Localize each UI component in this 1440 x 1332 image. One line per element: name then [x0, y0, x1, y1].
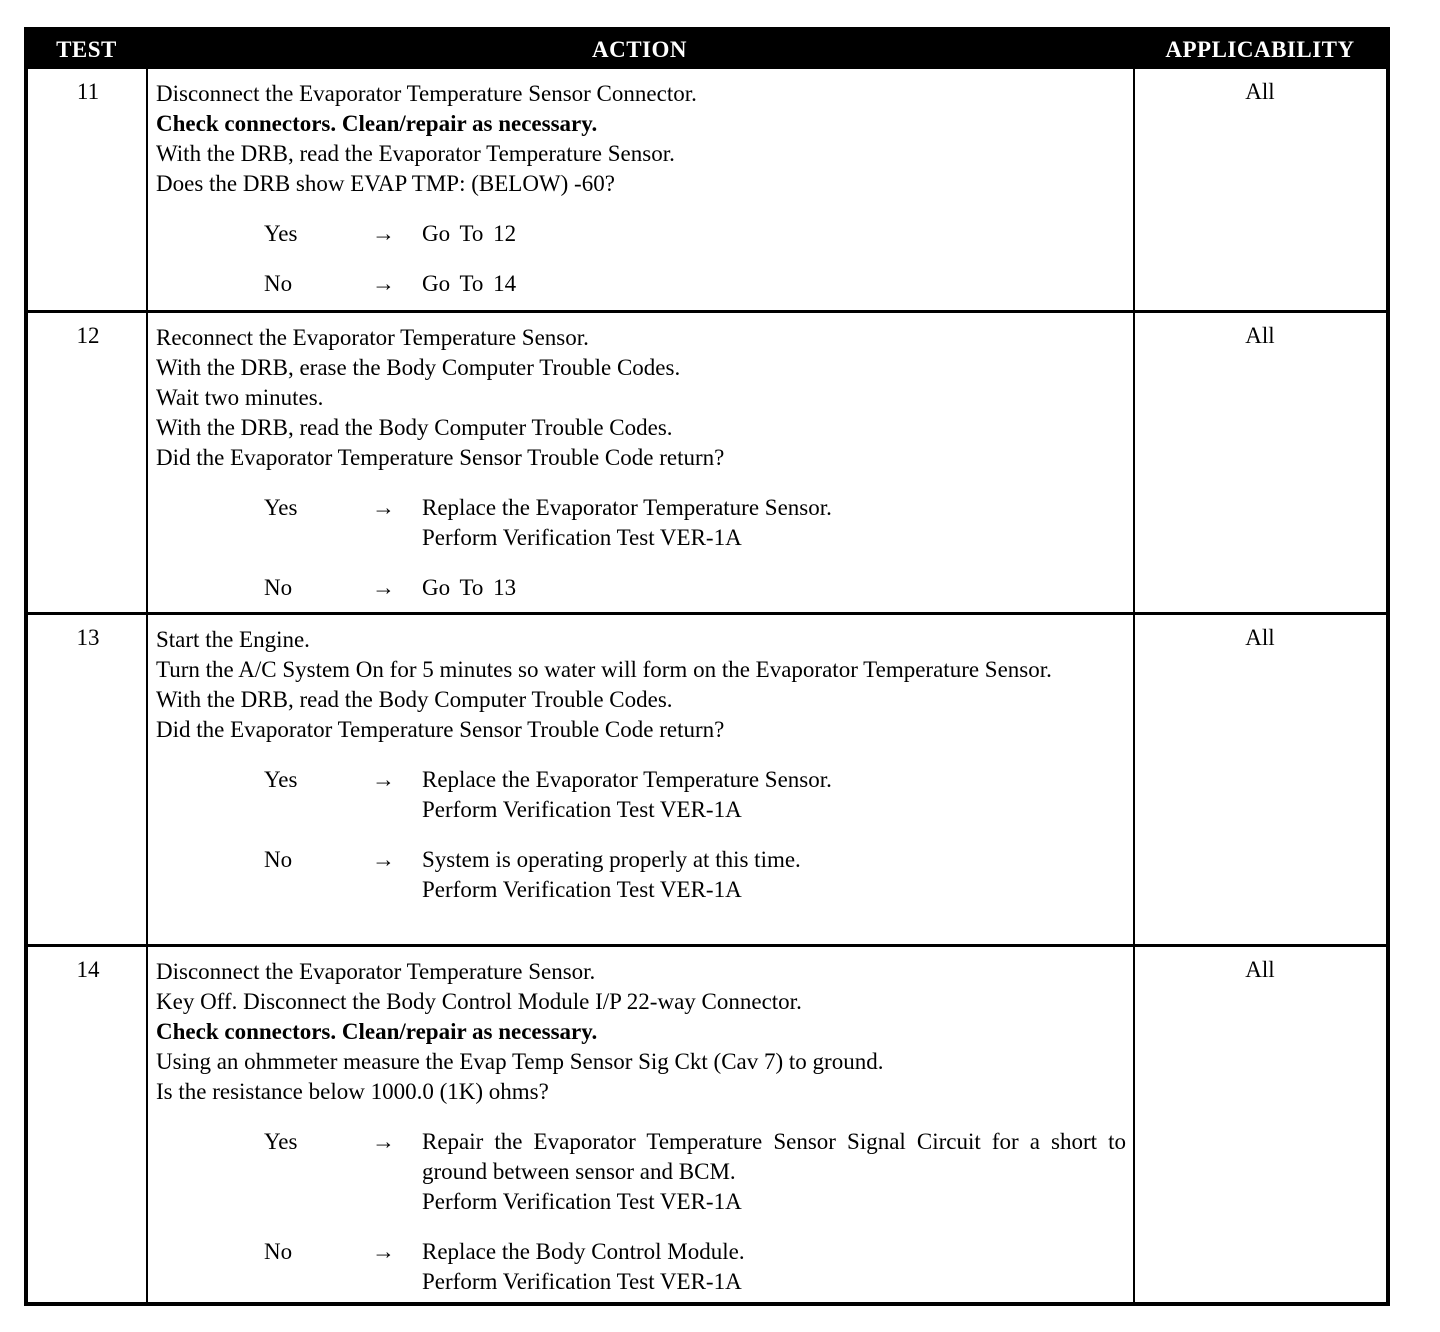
no-option — [156, 1237, 1126, 1297]
no-result: Go To 13 — [422, 575, 517, 600]
arrow-icon: → — [372, 847, 395, 872]
test-number: 14 — [76, 957, 100, 982]
yes-option — [156, 219, 1126, 249]
no-option — [156, 269, 1126, 299]
applicability-value: All — [1245, 323, 1275, 348]
applicability-value: All — [1245, 957, 1275, 982]
yes-option — [156, 493, 1126, 553]
action-cell — [156, 957, 1126, 1297]
yes-label: Yes — [264, 767, 298, 792]
no-result: Perform Verification Test VER-1A — [422, 877, 742, 902]
test-number: 11 — [76, 79, 100, 104]
no-option — [156, 573, 1126, 603]
action-line: Wait two minutes. — [156, 385, 324, 410]
yes-result: Perform Verification Test VER-1A — [422, 525, 742, 550]
test-number: 13 — [76, 625, 100, 650]
arrow-icon: → — [372, 767, 395, 792]
action-line: Disconnect the Evaporator Temperature Sensor Connector. — [156, 81, 697, 106]
applicability-value: All — [1245, 79, 1275, 104]
arrow-icon: → — [372, 1129, 395, 1154]
no-label: No — [264, 1239, 293, 1264]
arrow-icon: → — [372, 221, 395, 246]
action-line: With the DRB, read the Body Computer Trouble Codes. — [156, 415, 673, 440]
diagnostic-table — [24, 27, 1390, 1306]
yes-option — [156, 765, 1126, 825]
yes-result: Perform Verification Test VER-1A — [422, 797, 742, 822]
arrow-icon: → — [372, 575, 395, 600]
action-line-bold: Check connectors. Clean/repair as necessary. — [156, 1019, 598, 1044]
no-result: Go To 14 — [422, 271, 517, 296]
yes-result: Replace the Evaporator Temperature Sensor. — [422, 767, 832, 792]
action-line: Turn the A/C System On for 5 minutes so water will form on the Evaporator Temperature Sensor. — [156, 657, 1052, 682]
action-line: Disconnect the Evaporator Temperature Sensor. — [156, 959, 596, 984]
action-line: Did the Evaporator Temperature Sensor Trouble Code return? — [156, 717, 725, 742]
yes-option — [156, 1127, 1126, 1217]
table-row-11 — [28, 69, 1386, 310]
action-line: Key Off. Disconnect the Body Control Module I/P 22-way Connector. — [156, 989, 802, 1014]
header-applicability: APPLICABILITY — [1165, 37, 1355, 62]
yes-label: Yes — [264, 221, 298, 246]
action-cell — [156, 323, 1126, 603]
yes-label: Yes — [264, 1129, 298, 1154]
no-result: System is operating properly at this time. — [422, 847, 801, 872]
no-result: Replace the Body Control Module. — [422, 1239, 745, 1264]
action-line: Start the Engine. — [156, 627, 310, 652]
action-line: With the DRB, read the Body Computer Trouble Codes. — [156, 687, 673, 712]
header-test: TEST — [56, 37, 117, 62]
yes-label: Yes — [264, 495, 298, 520]
test-number: 12 — [76, 323, 100, 348]
applicability-value: All — [1245, 625, 1275, 650]
no-result: Perform Verification Test VER-1A — [422, 1269, 742, 1294]
action-cell — [156, 79, 1126, 299]
action-line: With the DRB, read the Evaporator Temperature Sensor. — [156, 141, 675, 166]
no-label: No — [264, 847, 293, 872]
action-line: Is the resistance below 1000.0 (1K) ohms? — [156, 1079, 549, 1104]
action-line: Does the DRB show EVAP TMP: (BELOW) -60? — [156, 171, 615, 196]
table-row-13 — [28, 612, 1386, 944]
arrow-icon: → — [372, 271, 395, 296]
action-line: Using an ohmmeter measure the Evap Temp Sensor Sig Ckt (Cav 7) to ground. — [156, 1049, 884, 1074]
header-action: ACTION — [591, 37, 687, 62]
table-header — [28, 31, 1386, 69]
arrow-icon: → — [372, 495, 395, 520]
action-line-bold: Check connectors. Clean/repair as necessary. — [156, 111, 598, 136]
yes-result: Go To 12 — [422, 221, 517, 246]
no-label: No — [264, 271, 293, 296]
no-label: No — [264, 575, 293, 600]
arrow-icon: → — [372, 1239, 395, 1264]
table-row-12 — [28, 310, 1386, 612]
yes-result: Replace the Evaporator Temperature Sensor. — [422, 495, 832, 520]
action-line: With the DRB, erase the Body Computer Trouble Codes. — [156, 355, 681, 380]
action-cell — [156, 625, 1126, 905]
yes-result: Repair the Evaporator Temperature Sensor Signal Circuit for a short to ground between sensor and BCM. — [422, 1129, 1126, 1184]
table-row-14 — [28, 944, 1386, 1302]
yes-result: Perform Verification Test VER-1A — [422, 1189, 742, 1214]
action-line: Did the Evaporator Temperature Sensor Trouble Code return? — [156, 445, 725, 470]
no-option — [156, 845, 1126, 905]
action-line: Reconnect the Evaporator Temperature Sensor. — [156, 325, 589, 350]
